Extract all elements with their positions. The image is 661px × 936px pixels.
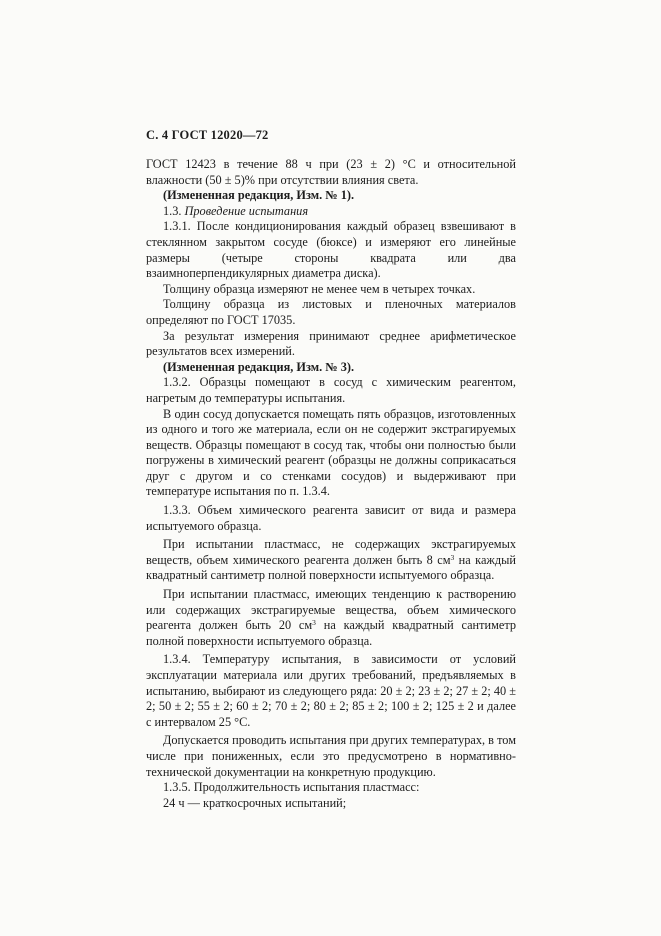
paragraph-1-3-2: 1.3.2. Образцы помещают в сосуд с химическим реагентом, нагретым до температуры испытания. <box>146 375 516 405</box>
paragraph-24h: 24 ч — краткосрочных испытаний; <box>163 795 347 810</box>
paragraph-volume-8: При испытании пластмасс, не содержащих экстрагируемых веществ, объем химического реагента должен быть 8 $см^3$ на каждый квадратный сантиметр полной поверхности испытуемого образца. <box>146 537 516 583</box>
paragraph-other-temps: Допускается проводить испытания при других температурах, в том числе при пониженных, если это предусмотрено в нормативно-технической документации на конкретную продукцию. <box>146 733 516 779</box>
page-header: С. 4 ГОСТ 12020—72 <box>146 128 269 142</box>
paragraph-vessel: В один сосуд допускается помещать пять образцов, изготовленных из одного и того же материала, если он не содержит экстрагируемых веществ. Образцы помещают в сосуд так, чтобы они полностью были погружены в химический реагент (образцы не должны соприкасаться друг с другом и со стенками сосудов) и выдерживают при температуре испытания по п. 1.3.4. <box>146 406 516 499</box>
amendment-note-1: (Измененная редакция, Изм. № 1). <box>163 188 355 203</box>
paragraph-result: За результат измерения принимают среднее арифметическое результатов всех измерений. <box>146 328 516 359</box>
paragraph-thickness: Толщину образца измеряют не менее чем в четырех точках. <box>163 281 476 296</box>
paragraph-1-3-1: 1.3.1. После кондиционирования каждый образец взвешивают в стеклянном закрытом сосуде (бюксе) и измеряют его линейные размеры (четыре стороны квадрата или два взаимноперпендикулярных диаметра диска). <box>146 219 516 281</box>
paragraph-thickness-sheet: Толщину образца из листовых и пленочных материалов определяют по ГОСТ 17035. <box>146 297 516 327</box>
paragraph-volume-20: При испытании пластмасс, имеющих тенденцию к растворению или содержащих экстрагируемые вещества, объем химического реагента должен быть 20 $см^3$ на каждый квадратный сантиметр полной поверхности испытуемого образца. <box>146 587 516 648</box>
paragraph-climate: ГОСТ 12423 в течение 88 ч при (23 ± 2) °С и относительной влажности (50 ± 5)% при отсутствии влияния света. <box>146 157 516 187</box>
section-number: 1.3. <box>163 203 185 218</box>
paragraph-1-3-3: 1.3.3. Объем химического реагента зависит от вида и размера испытуемого образца. <box>146 503 516 533</box>
paragraph-1-3-4: 1.3.4. Температуру испытания, в зависимости от условий эксплуатации материала или других требований, предъявляемых в испытанию, выбирают из следующего ряда: 20 ± 2; 23 ± 2; 27 ± 2; 40 ± 2; 50 ± 2; 55 ± 2; 60 ± 2; 70 ± 2; 80 ± 2; 85 ± 2; 100 ± 2; 125 ± 2 и далее с интервалом 25 °С. <box>146 652 516 729</box>
document-body <box>146 157 516 811</box>
paragraph-1-3-5: 1.3.5. Продолжительность испытания пластмасс: <box>163 780 420 795</box>
section-heading-1-3 <box>146 204 516 220</box>
amendment-note-3: (Измененная редакция, Изм. № 3). <box>163 359 355 374</box>
section-title: Проведение испытания <box>184 203 309 218</box>
